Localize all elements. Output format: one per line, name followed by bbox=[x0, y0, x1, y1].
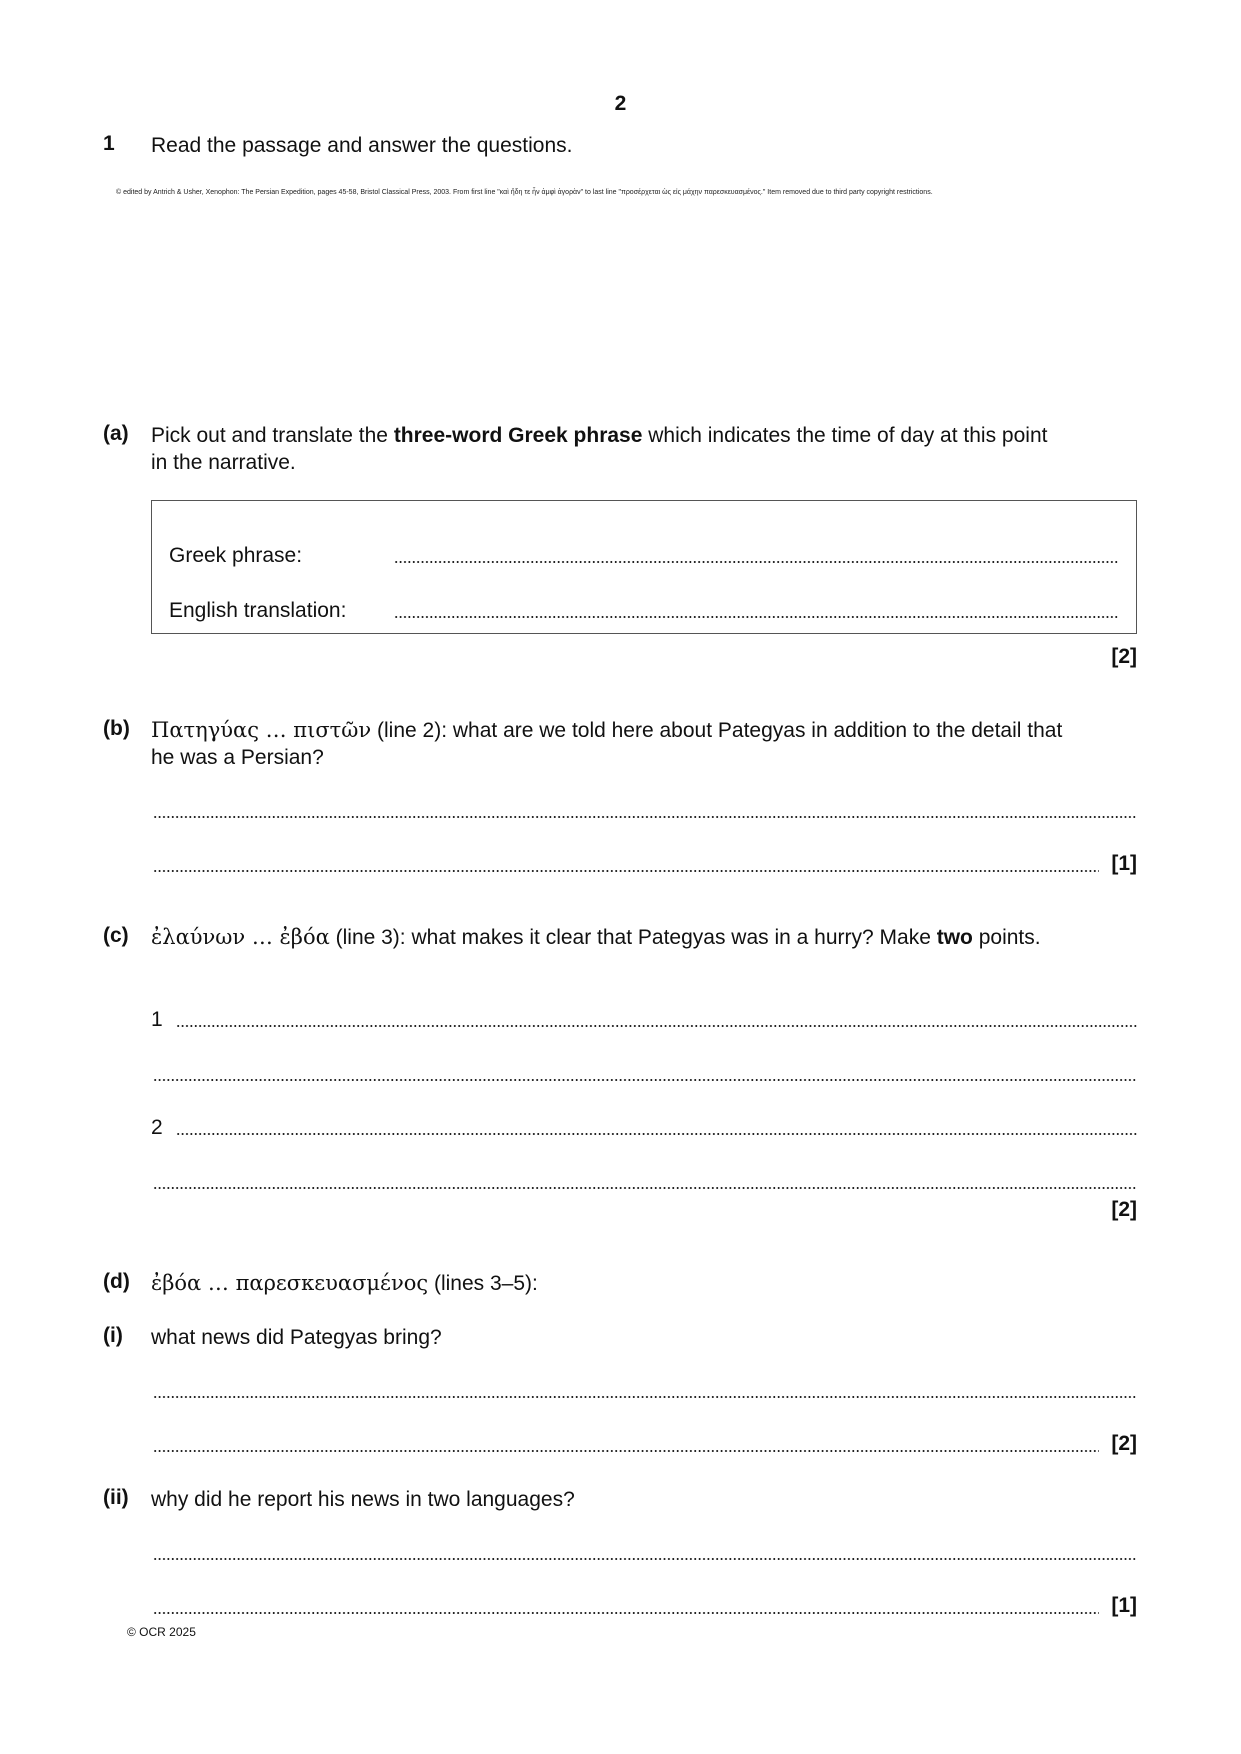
part-c-answer-line-4[interactable] bbox=[153, 1187, 1137, 1189]
question-instruction: Read the passage and answer the questions. bbox=[151, 134, 573, 157]
part-d-i-answer-line-2[interactable] bbox=[153, 1450, 1099, 1452]
part-c-point-2: 2 bbox=[151, 1116, 163, 1139]
part-d-ii-answer-line-1[interactable] bbox=[153, 1558, 1137, 1560]
part-b-text-1: (line 2): what are we told here about Pategyas in addition to the detail that bbox=[371, 719, 1063, 742]
part-b-label: (b) bbox=[103, 717, 130, 740]
part-a-text-2: which indicates the time of day at this point bbox=[642, 424, 1048, 447]
part-c-answer-line-1[interactable] bbox=[176, 1025, 1137, 1027]
part-b-answer-line-2[interactable] bbox=[153, 870, 1099, 872]
part-c-text-1: (line 3): what makes it clear that Pategyas was in a hurry? Make bbox=[329, 926, 937, 949]
part-c-text-bold: two bbox=[936, 926, 973, 949]
part-a-marks: [2] bbox=[1111, 645, 1137, 668]
part-c-greek: ἐλαύνων … ἐβόα bbox=[151, 925, 330, 949]
part-a-text-bold: three-word Greek phrase bbox=[393, 424, 643, 447]
part-a-label: (a) bbox=[103, 422, 129, 445]
part-d-text-1: (lines 3–5): bbox=[428, 1272, 538, 1295]
footer-copyright: © OCR 2025 bbox=[127, 1625, 196, 1639]
greek-phrase-answer-line[interactable] bbox=[394, 561, 1118, 563]
part-d-greek: ἐβόα … παρεσκευασμένος bbox=[151, 1271, 429, 1295]
part-d-question bbox=[151, 1270, 538, 1297]
part-d-ii-answer-line-2[interactable] bbox=[153, 1612, 1099, 1614]
part-d-ii-label: (ii) bbox=[103, 1486, 129, 1509]
part-d-i-answer-line-1[interactable] bbox=[153, 1396, 1137, 1398]
part-b-question-line2: he was a Persian? bbox=[151, 746, 324, 769]
english-translation-answer-line[interactable] bbox=[394, 616, 1118, 618]
part-c-point-1: 1 bbox=[151, 1008, 163, 1031]
part-a-question bbox=[151, 422, 1047, 449]
part-d-ii-marks: [1] bbox=[1111, 1594, 1137, 1617]
part-d-i-label: (i) bbox=[103, 1324, 123, 1347]
part-a-text-1: Pick out and translate the bbox=[151, 424, 394, 447]
english-translation-label: English translation: bbox=[169, 599, 347, 622]
part-b-question bbox=[151, 717, 1062, 744]
greek-phrase-label: Greek phrase: bbox=[169, 544, 303, 567]
part-d-i-question: what news did Pategyas bring? bbox=[151, 1326, 442, 1349]
part-b-answer-line-1[interactable] bbox=[153, 816, 1137, 818]
part-b-greek: Πατηγύας … πιστῶν bbox=[151, 718, 372, 742]
part-b-marks: [1] bbox=[1111, 852, 1137, 875]
part-c-marks: [2] bbox=[1111, 1198, 1137, 1221]
part-c-question bbox=[151, 924, 1041, 951]
copyright-note: © edited by Antrich & Usher, Xenophon: The Persian Expedition, pages 45-58, Bristol Classical Press, 2003. From first line "καὶ ἤδη τε ἦν ἀμφὶ ἀγορὰν" to last line "προσέρχεται ὡς εἰς μάχην παρεσκευασμένος." Item removed due to third party copyright restrictions. bbox=[116, 189, 933, 196]
part-d-ii-question: why did he report his news in two languages? bbox=[151, 1488, 575, 1511]
part-d-label: (d) bbox=[103, 1270, 130, 1293]
part-c-answer-line-2[interactable] bbox=[153, 1079, 1137, 1081]
part-c-label: (c) bbox=[103, 924, 129, 947]
page-number: 2 bbox=[614, 92, 627, 115]
part-c-text-2: points. bbox=[972, 926, 1041, 949]
part-c-answer-line-3[interactable] bbox=[176, 1133, 1137, 1135]
part-d-i-marks: [2] bbox=[1111, 1432, 1137, 1455]
question-number: 1 bbox=[103, 132, 115, 155]
part-a-question-line2: in the narrative. bbox=[151, 451, 296, 474]
